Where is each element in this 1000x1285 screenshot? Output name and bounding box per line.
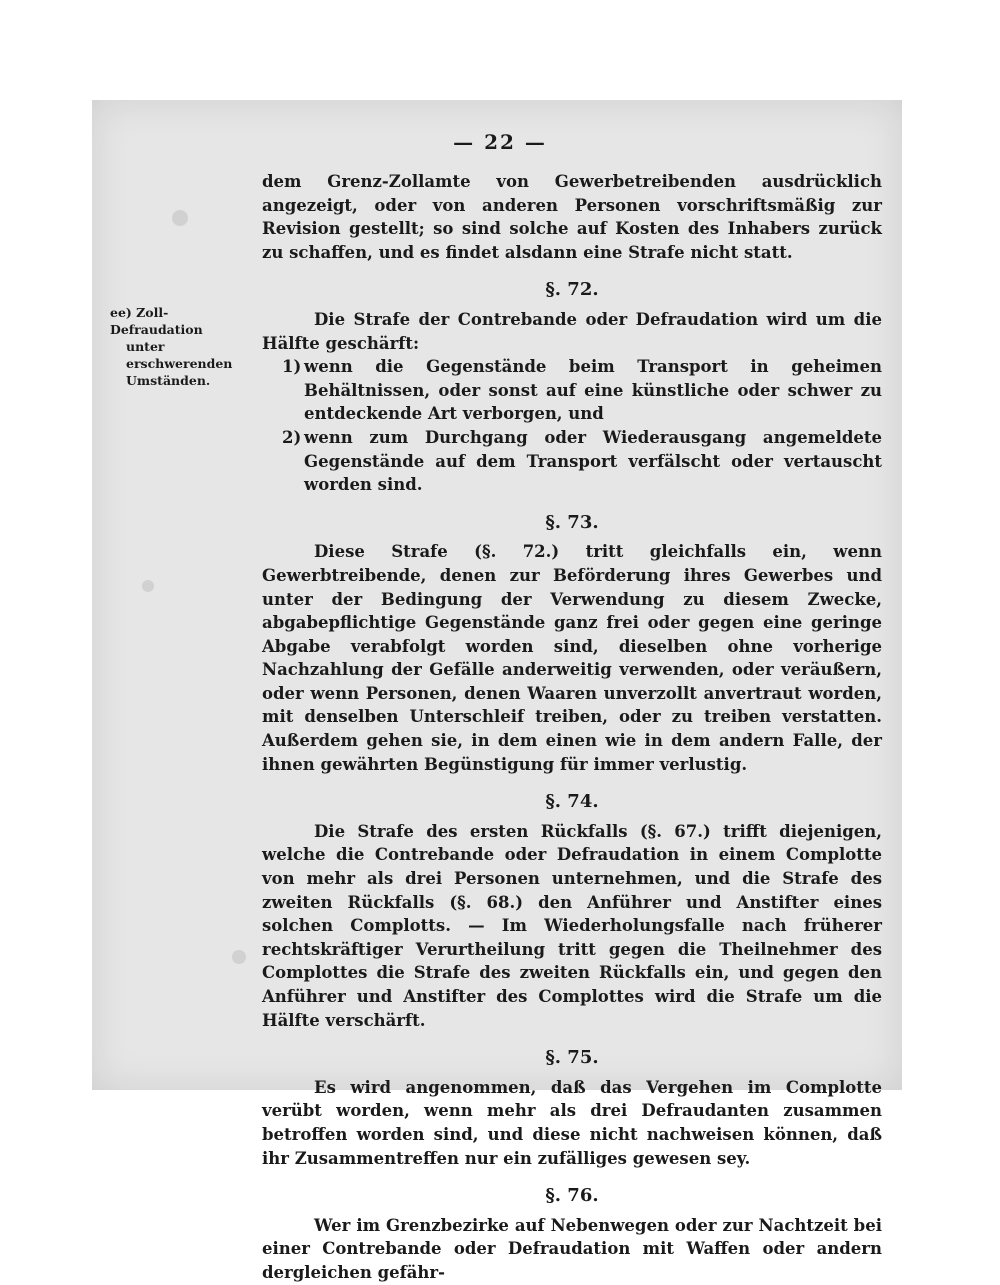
section-73-text: Diese Strafe (§. 72.) tritt gleichfalls ein, wenn Gewerbtreibende, denen zur Beförderung ihres Gewerbes und unter der Bedingung der Verwendung zu diesem Zwecke, abgabepflichtige Gegenstände ganz frei oder gegen eine geringe Abgabe verabfolgt worden sind, dieselben ohne vorherige Nachzahlung der Gefälle anderweitig verwenden, oder veräußern, oder wenn Personen, denen Waaren unverzollt anvertraut worden, mit denselben Unterschleif treiben, oder zu treiben verstatten. Außerdem gehen sie, in dem einen wie in dem andern Falle, der ihnen gewährten Begünstigung für immer verlustig.: [262, 542, 882, 774]
section-heading-75: §. 75.: [545, 1047, 599, 1069]
main-text: [262, 170, 882, 1285]
continuation-paragraph: dem Grenz-Zollamte von Gewerbetreibenden ausdrücklich angezeigt, oder von anderen Personen vorschriftsmäßig zur Revision gestellt; so sind solche auf Kosten des Inhabers zurück zu schaffen, und es findet alsdann eine Strafe nicht statt.: [262, 172, 882, 262]
list-item-text: wenn die Gegenstände beim Transport in geheimen Behältnissen, oder sonst auf eine künstliche oder schwer zu entdeckende Art verborgen, und: [304, 357, 882, 424]
paper-stain: [142, 580, 154, 592]
margin-note-line: unter erschwerenden: [126, 339, 233, 371]
section-heading-73: §. 73.: [545, 511, 599, 533]
list-item: [262, 426, 882, 497]
list-item-text: wenn zum Durchgang oder Wiederausgang angemeldete Gegenstände auf dem Transport verfälscht oder vertauscht worden sind.: [304, 427, 882, 495]
paper-stain: [172, 210, 188, 226]
section-heading-74: §. 74.: [545, 791, 599, 813]
margin-note: [110, 304, 260, 389]
page-number: — 22 —: [453, 130, 547, 154]
section-76-text: Wer im Grenzbezirke auf Nebenwegen oder zur Nachtzeit bei einer Contrebande oder Defraudation mit Waffen oder andern dergleichen gefähr-: [262, 1215, 882, 1282]
paper-stain: [232, 950, 246, 964]
list-item-number: 1): [282, 357, 302, 377]
section-heading-72: §. 72.: [545, 279, 599, 301]
section-72-list: [262, 355, 882, 497]
margin-note-line: ee) Zoll-Defraudation: [110, 305, 203, 337]
list-item-number: 2): [282, 427, 302, 447]
section-72-text: Die Strafe der Contrebande oder Defraudation wird um die Hälfte geschärft:: [262, 309, 882, 353]
list-item: [262, 355, 882, 426]
section-74-text: Die Strafe des ersten Rückfalls (§. 67.) trifft diejenigen, welche die Contrebande oder Defraudation in einem Complotte von mehr als drei Personen unternehmen, und die Strafe des zweiten Rückfalls (§. 68.) den Anführer und Anstifter eines solchen Complotts. — Im Wiederholungsfalle nach früherer rechtskräftiger Verurtheilung tritt gegen die Theilnehmer des Complottes die Strafe des zweiten Rückfalls ein, und gegen den Anführer und Anstifter des Complottes wird die Strafe um die Hälfte verschärft.: [262, 821, 882, 1030]
section-heading-76: §. 76.: [545, 1185, 599, 1207]
section-75-text: Es wird angenommen, daß das Vergehen im Complotte verübt worden, wenn mehr als drei Defraudanten zusammen betroffen worden sind, und diese nicht nachweisen können, daß ihr Zusammentreffen nur ein zufälliges gewesen sey.: [262, 1077, 882, 1168]
margin-note-line: Umständen.: [126, 373, 211, 388]
